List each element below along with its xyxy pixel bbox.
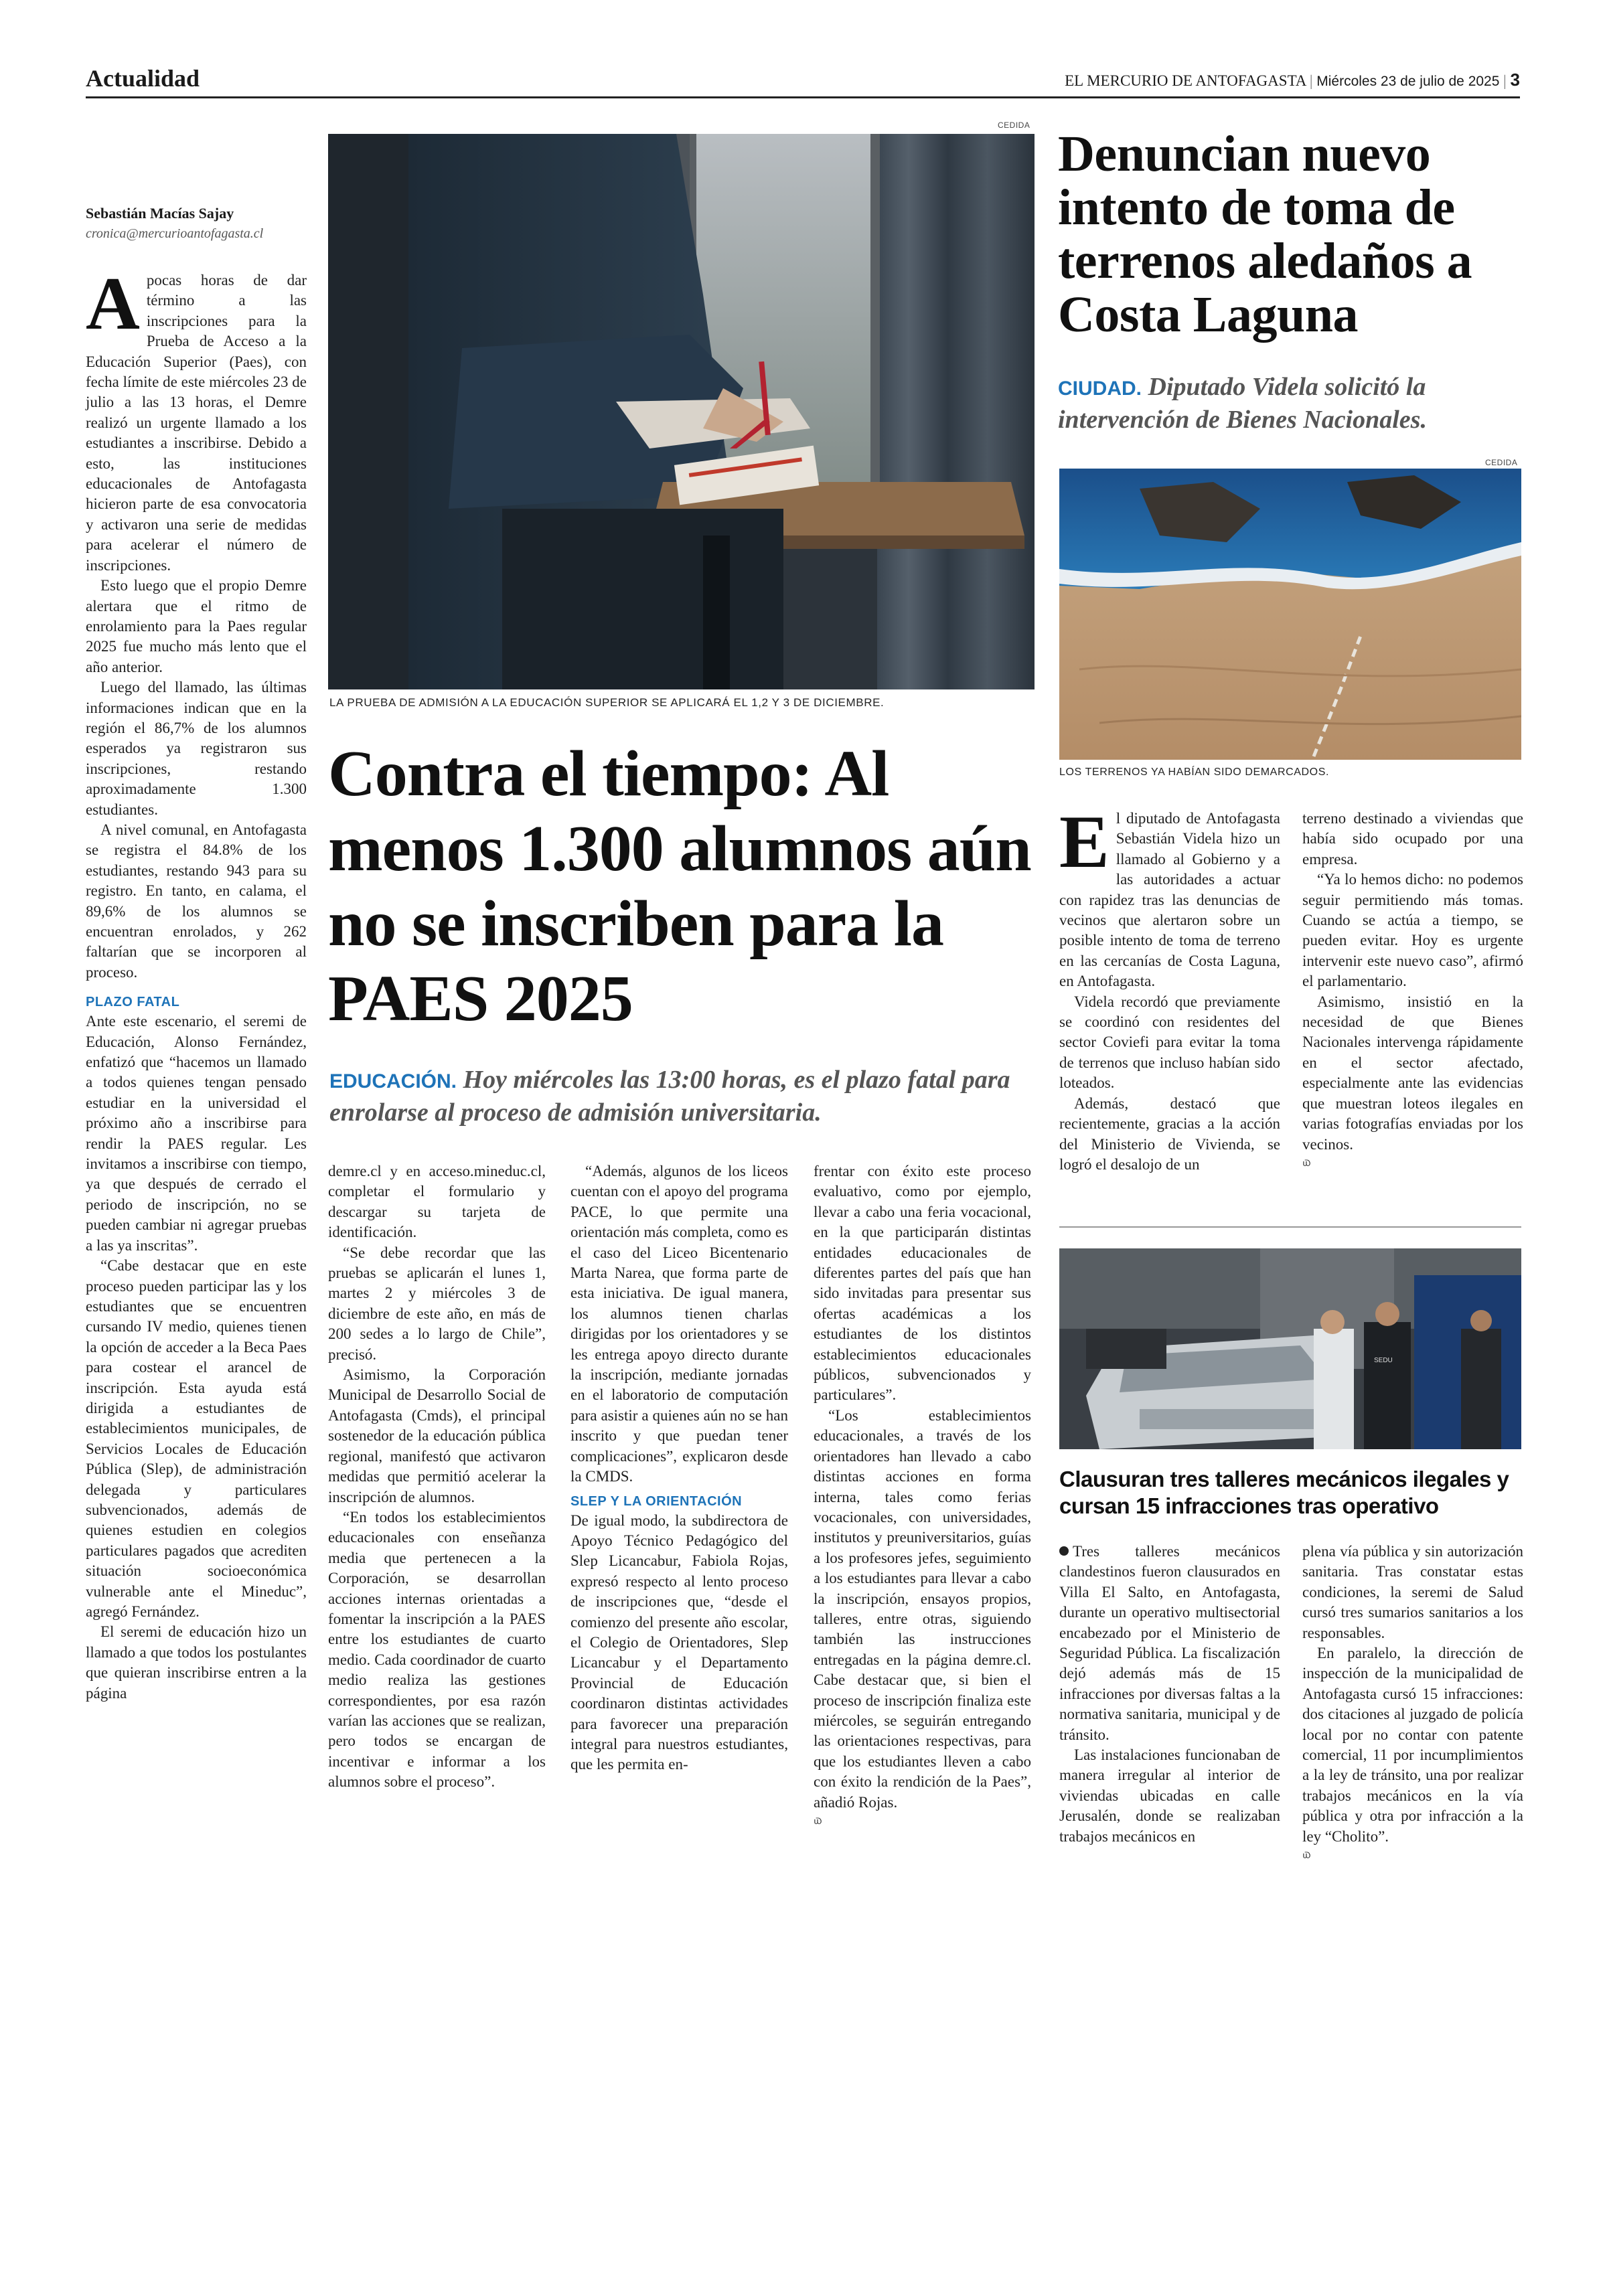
garage-operation-photo bbox=[1059, 1248, 1521, 1449]
side-kicker: CIUDAD. bbox=[1058, 378, 1142, 400]
masthead-right: EL MERCURIO DE ANTOFAGASTA | Miércoles 23 de julio de 2025 | 3 bbox=[1065, 70, 1520, 90]
main-deck bbox=[329, 1064, 1039, 1128]
issue-date: Miércoles 23 de julio de 2025 bbox=[1316, 74, 1500, 89]
paragraph: “Ya lo hemos dicho: no podemos seguir permitiendo más tomas. Cuando se actúa a tiempo, se pueden evitar. Hoy es urgente intervenir este nuevo caso”, afirmó el parlamentario. bbox=[1302, 871, 1523, 990]
paragraph: l diputado de Antofagasta Sebastián Videla hizo un llamado al Gobierno y a las autoridades a actuar con rapidez tras las denuncias de vecinos que alertaron sobre un posible intento de toma de terreno en las cercanías de Costa Laguna, en Antofagasta. bbox=[1059, 810, 1280, 990]
main-headline: Contra el tiempo: Al menos 1.300 alumnos aún no se inscriben para la PAES 2025 bbox=[328, 738, 1031, 1035]
side-photo-caption: LOS TERRENOS YA HABÍAN SIDO DEMARCADOS. bbox=[1059, 766, 1330, 778]
paragraph: plena vía pública y sin autorización sanitaria. Tras constatar estas condiciones, la seremi de Salud cursó tres sumarios sanitarios a los responsables. bbox=[1302, 1543, 1523, 1641]
paragraph: terreno destinado a viviendas que había sido ocupado por una empresa. bbox=[1302, 810, 1523, 868]
side-col-2 bbox=[1302, 809, 1523, 1171]
side-photo-credit: CEDIDA bbox=[1485, 458, 1518, 467]
side-photo bbox=[1059, 469, 1521, 760]
main-col-3 bbox=[570, 1161, 788, 1775]
side-drop-cap: E bbox=[1059, 801, 1109, 884]
paragraph: Las instalaciones funcionaban de manera irregular al interior de viviendas ubicadas en calle Jerusalén, donde se realizaban trabajos mecánicos en bbox=[1059, 1746, 1280, 1845]
paragraph: Luego del llamado, las últimas informaciones indican que en la región el 86,7% de los alumnos esperados ya registraron sus inscripciones, restando aproximadamente 1.300 estudiantes. bbox=[86, 679, 307, 818]
byline bbox=[86, 205, 313, 242]
side-deck-text: Diputado Videla solicitó la intervención de Bienes Nacionales. bbox=[1058, 373, 1427, 434]
vest-text: SEDU bbox=[1374, 1357, 1393, 1364]
drop-cap: A bbox=[86, 262, 140, 345]
paragraph: En paralelo, la dirección de inspección de la municipalidad de Antofagasta cursó 15 infracciones: dos citaciones al juzgado de policía local por no contar con patente comercial, 11 por incumplimientos a la ley de tránsito, una por realizar trabajos mecánicos en la vía pública y otra por infracción a la ley “Cholito”. bbox=[1302, 1645, 1523, 1845]
paragraph: frentar con éxito este proceso evaluativo, como por ejemplo, llevar a cabo una feria vocacional, en la que participarán distintas entidades educacionales de diferentes partes del país que han sido invitadas para presentar sus ofertas académicas a los estudiantes de los distintos establecimientos educacionales públicos, subvencionados y particulares”. bbox=[814, 1163, 1031, 1404]
paragraph: Ante este escenario, el seremi de Educación, Alonso Fernández, enfatizó que “hacemos un llamado a todos quienes tengan pensado estudiar en la universidad el próximo año a inscribirse para rendir la PAES regular. Les invitamos a inscribirse con tiempo, ya que después de cerrado el periodo de inscripción, no se pueden cambiar ni agregar pruebas a las ya inscritas”. bbox=[86, 1013, 307, 1254]
paragraph: Tres talleres mecánicos clandestinos fueron clausurados en Villa El Salto, en Antofagasta, durante un operativo multisectorial encabezado por el Ministerio de Seguridad Pública. La fiscalización dejó además más de 15 infracciones por diversas faltas a la normativa sanitaria, municipal y de tránsito. bbox=[1059, 1543, 1280, 1743]
main-kicker: EDUCACIÓN. bbox=[329, 1070, 457, 1092]
paper-name: EL MERCURIO DE ANTOFAGASTA bbox=[1065, 72, 1306, 89]
brief-photo bbox=[1059, 1248, 1521, 1449]
end-mark: ௰ bbox=[814, 1813, 822, 1827]
page-number: 3 bbox=[1510, 70, 1520, 90]
byline-email: cronica@mercurioantofagasta.cl bbox=[86, 226, 264, 241]
side-headline: Denuncian nuevo intento de toma de terrenos aledaños a Costa Laguna bbox=[1058, 126, 1472, 343]
main-col-4 bbox=[814, 1161, 1031, 1829]
paragraph: A nivel comunal, en Antofagasta se registra el 84.8% de los estudiantes, restando 943 para su registro. En tanto, en calama, el 89,6% de los alumnos se encuentran enrolados, y 262 faltarían que se incorporen al proceso. bbox=[86, 821, 307, 981]
paragraph: “Cabe destacar que en este proceso pueden participar las y los estudiantes que se encuentren cursando IV medio, quienes tienen la opción de acceder a la Beca Paes para costear el arancel de inscripción. Esta ayuda está dirigida a estudiantes de establecimientos municipales, de Servicios Locales de Educación Pública (Slep), de administración delegada y particulares subvencionados, además de quienes estudien en colegios particulares pagados que acrediten situación socioeconómica vulnerable ante el Mineduc”, agregó Fernández. bbox=[86, 1257, 307, 1620]
main-photo-credit: CEDIDA bbox=[998, 120, 1030, 130]
brief-divider bbox=[1059, 1226, 1521, 1228]
masthead bbox=[86, 64, 1520, 104]
main-col-2 bbox=[328, 1161, 546, 1793]
paragraph: El seremi de educación hizo un llamado a que todos los postulantes que quieran inscribirse entren a la página bbox=[86, 1623, 307, 1702]
paragraph: demre.cl y en acceso.mineduc.cl, completar el formulario y descargar su tarjeta de identificación. bbox=[328, 1163, 546, 1241]
paragraph: De igual modo, la subdirectora de Apoyo Técnico Pedagógico del Slep Licancabur, Fabiola Rojas, expresó respecto al lento proceso de inscripciones que, “desde el comienzo del presente año escolar, el Colegio de Orientadores, Slep Licancabur y el Departamento Provincial de Educación coordinaron distintas actividades para favorecer una preparación integral para nuestros estudiantes, que les permita en- bbox=[570, 1511, 788, 1773]
student-exam-photo bbox=[328, 134, 1035, 689]
subhead-slep: SLEP Y LA ORIENTACIÓN bbox=[570, 1493, 743, 1509]
main-photo-caption: LA PRUEBA DE ADMISIÓN A LA EDUCACIÓN SUPERIOR SE APLICARÁ EL 1,2 Y 3 DE DICIEMBRE. bbox=[329, 696, 885, 709]
bullet-icon bbox=[1059, 1546, 1069, 1556]
paragraph: “Se debe recordar que las pruebas se aplicarán el lunes 1, martes 2 y miércoles 3 de diciembre de este año, en más de 200 sedes a lo largo de Chile”, precisó. bbox=[328, 1244, 546, 1363]
end-mark: ௰ bbox=[1302, 1154, 1311, 1169]
main-photo bbox=[328, 134, 1035, 689]
paragraph: Esto luego que el propio Demre alertara que el ritmo de enrolamiento para la Paes regular 2025 fue mucho más lento que el año anterior. bbox=[86, 577, 307, 675]
main-col-1 bbox=[86, 262, 307, 1704]
main-deck-text: Hoy miércoles las 13:00 horas, es el plazo fatal para enrolarse al proceso de admisión universitaria. bbox=[329, 1066, 1010, 1127]
paragraph: Asimismo, insistió en la necesidad de que Bienes Nacionales intervenga rápidamente en el sector afectado, especialmente ante las evidencias que muestran loteos ilegales en varias fotografías enviadas por los vecinos. bbox=[1302, 993, 1523, 1153]
end-mark: ௰ bbox=[1302, 1847, 1311, 1862]
side-deck bbox=[1058, 372, 1527, 435]
beach-land-photo bbox=[1059, 469, 1521, 760]
brief-col-1 bbox=[1059, 1542, 1280, 1847]
paragraph: “En todos los establecimientos educacionales con enseñanza media que pertenecen a la Corporación, se desarrollan acciones internas orientadas a fomentar la inscripción a la PAES entre los estudiantes de cuarto medio. Cada coordinador de cuarto medio realiza las gestiones correspondientes, por esa razón varían las acciones que se realizan, pero todos se encargan de incentivar e informar a los alumnos sobre el proceso”. bbox=[328, 1508, 546, 1791]
paragraph: “Además, algunos de los liceos cuentan con el apoyo del programa PACE, lo que permite una orientación más completa, como es el caso del Liceo Bicentenario Marta Narea, que forma parte de esta iniciativa. De igual manera, los alumnos tienen charlas dirigidas por los orientadores y se les entrega apoyo directo durante la inscripción, mediante jornadas en el laboratorio de computación para asistir a quienes aún no se han inscrito y que puedan tener complicaciones”, explicaron desde la CMDS. bbox=[570, 1163, 788, 1485]
brief-col-2 bbox=[1302, 1542, 1523, 1864]
subhead-plazo-fatal: PLAZO FATAL bbox=[86, 995, 180, 1010]
paragraph: “Los establecimientos educacionales, a través de los orientadores han llevado a cabo distintas acciones en forma interna, tales como ferias vocacionales, con universidades, institutos y preuniversitarios, guías a los profesores jefes, seguimiento a los estudiantes para llevar a cabo la inscripción, ensayos propios, talleres, entre otras, siguiendo también las instrucciones entregadas en la página demre.cl. Cabe destacar que, si bien el proceso de inscripción finaliza este miércoles, se seguirán entregando las orientaciones respectivas, para que los estudiantes lleven a cabo con éxito la rendición de la Paes”, añadió Rojas. bbox=[814, 1406, 1031, 1811]
byline-author: Sebastián Macías Sajay bbox=[86, 205, 234, 222]
brief-headline: Clausuran tres talleres mecánicos ilegales y cursan 15 infracciones tras operativo bbox=[1059, 1467, 1509, 1518]
paragraph: Además, destacó que recientemente, gracias a la acción del Ministerio de Vivienda, se logró el desalojo de un bbox=[1059, 1094, 1280, 1173]
paragraph: Asimismo, la Corporación Municipal de Desarrollo Social de Antofagasta (Cmds), el principal sostenedor de la educación pública regional, manifestó que activaron medidas que permitió acelerar la inscripción de alumnos. bbox=[328, 1366, 546, 1505]
masthead-rule bbox=[86, 96, 1520, 98]
section-label: Actualidad bbox=[86, 65, 200, 92]
paragraph: pocas horas de dar término a las inscripciones para la Prueba de Acceso a la Educación Superior (Paes), con fecha límite de este miércoles 23 de julio a las 13 horas, el Demre realizó un urgente llamado a los estudiantes a inscribirse. Debido a esto, las instituciones educacionales de Antofagasta hicieron parte de esa convocatoria y activaron una serie de medidas para acelerar el número de inscripciones. bbox=[86, 272, 307, 574]
side-col-1 bbox=[1059, 801, 1280, 1175]
paragraph: Videla recordó que previamente se coordinó con residentes del sector Coviefi para evitar la toma de terrenos que incluso habían sido loteados. bbox=[1059, 993, 1280, 1092]
